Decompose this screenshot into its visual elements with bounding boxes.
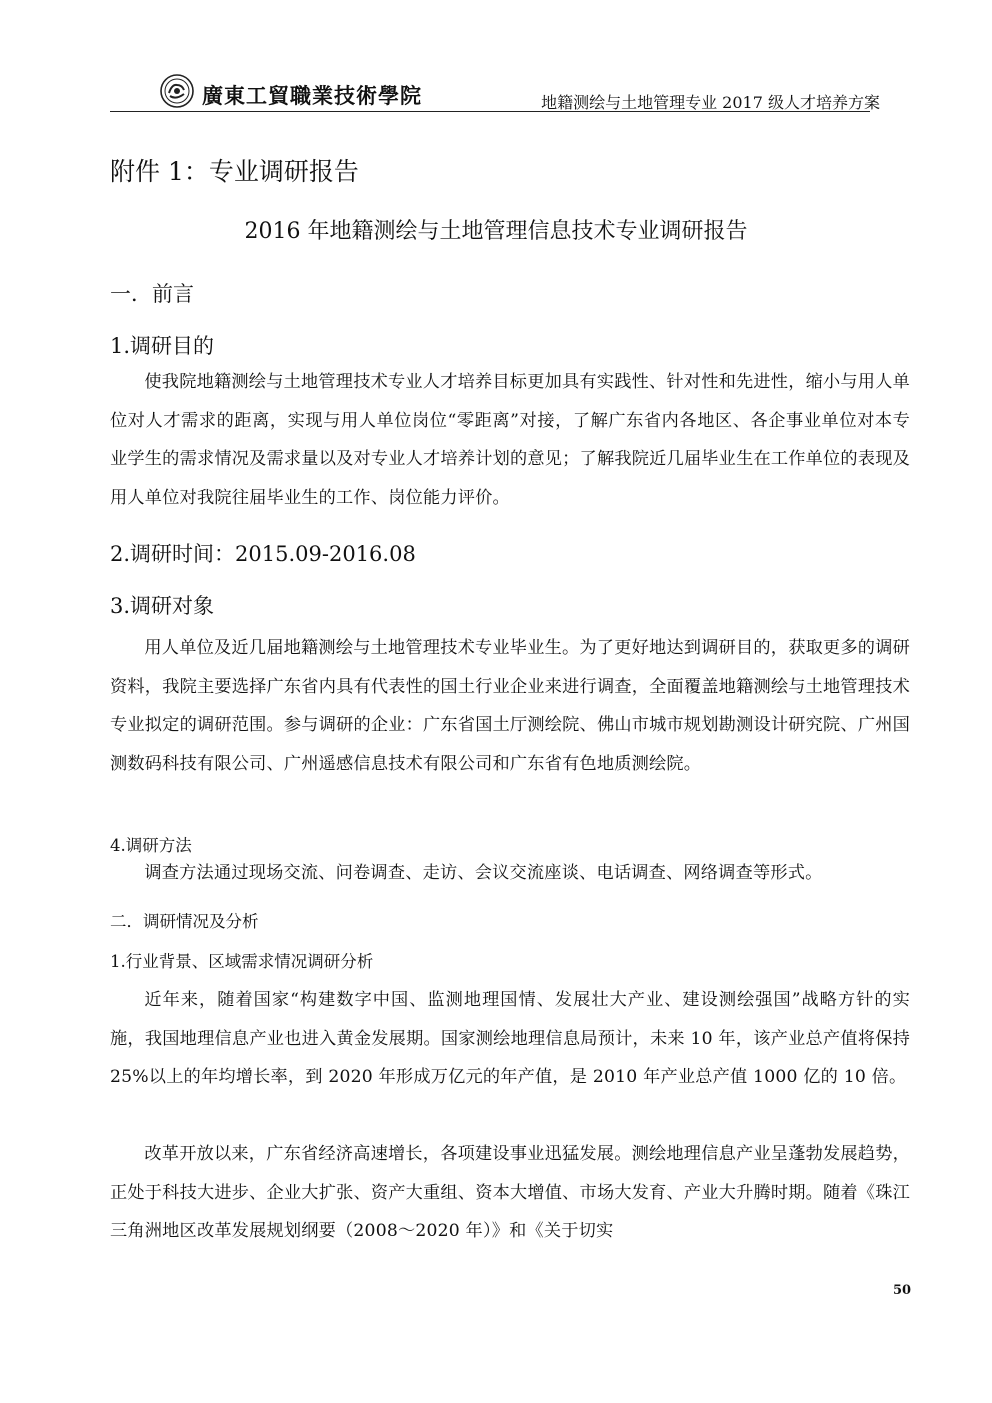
section-1-3-paragraph: 用人单位及近几届地籍测绘与土地管理技术专业毕业生。为了更好地达到调研目的，获取更多的调研资料，我院主要选择广东省内具有代表性的国土行业企业来进行调查，全面覆盖地籍测绘与土地管理技术专业拟定的调研范围。参与调研的企业：广东省国土厅测绘院、佛山市城市规划勘测设计研究院、广州国测数码科技有限公司、广州遥感信息技术有限公司和广东省有色地质测绘院。 [110,638,910,774]
section-1-4-paragraph: 调查方法通过现场交流、问卷调查、走访、会议交流座谈、电话调查、网络调查等形式。 [144,863,823,883]
section-1-1-heading: 1.调研目的 [110,334,215,358]
section-2-heading: 二．调研情况及分析 [110,912,259,931]
page-header [110,70,880,112]
page-number: 50 [893,1283,912,1298]
section-1-1-paragraph: 使我院地籍测绘与土地管理技术专业人才培养目标更加具有实践性、针对性和先进性，缩小与用人单位对人才需求的距离，实现与用人单位岗位“零距离”对接，了解广东省内各地区、各企事业单位对本专业学生的需求情况及需求量以及对专业人才培养计划的意见；了解我院近几届毕业生在工作单位的表现及用人单位对我院往届毕业生的工作、岗位能力评价。 [110,372,910,508]
school-emblem-icon [160,74,194,108]
section-1-heading: 一．前言 [110,282,194,306]
school-name: 廣東工貿職業技術學院 [202,83,422,108]
attachment-heading: 附件 1：专业调研报告 [110,157,359,186]
section-1-2-heading: 2.调研时间：2015.09-2016.08 [110,542,416,566]
report-title: 2016 年地籍测绘与土地管理信息技术专业调研报告 [244,219,748,244]
section-2-1-paragraph-2: 改革开放以来，广东省经济高速增长，各项建设事业迅猛发展。测绘地理信息产业呈蓬勃发展趋势，正处于科技大进步、企业大扩张、资产大重组、资本大增值、市场大发育、产业大升腾时期。随着《珠江三角洲地区改革发展规划纲要（2008～2020 年）》和《关于切实 [110,1144,910,1241]
section-2-1-paragraph-1: 近年来，随着国家“构建数字中国、监测地理国情、发展壮大产业、建设测绘强国”战略方针的实施，我国地理信息产业也进入黄金发展期。国家测绘地理信息局预计，未来 10 年，该产业总产值将保持 25%以上的年均增长率，到 2020 年形成万亿元的年产值，是 2010 年产业总产值 1000 亿的 10 倍。 [110,990,910,1087]
section-1-3-heading: 3.调研对象 [110,594,215,618]
section-2-1-heading: 1.行业背景、区域需求情况调研分析 [110,952,374,971]
header-divider [110,111,870,112]
section-1-4-heading: 4.调研方法 [110,836,192,855]
plan-title: 地籍测绘与土地管理专业 2017 级人才培养方案 [541,93,880,112]
